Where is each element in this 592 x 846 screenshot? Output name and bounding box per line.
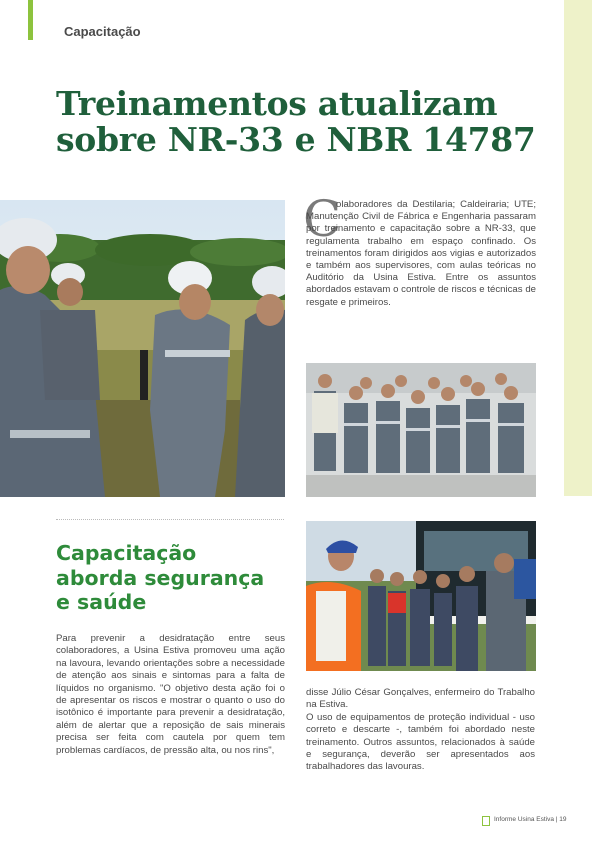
- intro-paragraph: olaboradores da Destilaria; Caldeiraria; UTE; Manutenção Civil de Fábrica e Engenharia passaram por treinamento e capacitação sobre a NR-33, que regulamenta trabalho em espaço confinado. Os treinamentos foram dirigidos aos vigias e autorizados e também aos supervisores, com aulas teóricas no Auditório da Usina Estiva. Entre os assuntos abordados estavam o controle de riscos e técnicas de resgate e primeiros.: [306, 199, 536, 308]
- page-folio: Informe Usina Estiva | 19: [494, 816, 567, 823]
- section-marker-bar: [28, 0, 33, 40]
- section-label: Capacitação: [64, 24, 141, 39]
- subheading-line-1: Capacitação: [56, 541, 197, 565]
- article-body-right-column: [306, 687, 535, 774]
- article-subheading: [56, 541, 296, 615]
- field-training-photo: [0, 200, 285, 497]
- page-margin-accent: [564, 0, 592, 496]
- folio-marker: [482, 816, 490, 826]
- quote-attribution: disse Júlio César Gonçalves, enfermeiro do Trabalho na Estiva.: [306, 687, 535, 711]
- nurse-briefing-photo: [306, 521, 536, 671]
- ppe-paragraph: O uso de equipamentos de proteção individual - uso correto e descarte -, também foi abordado neste treinamento. Outros assuntos, relacionados à saúde e segurança, deverão ser apresentados aos trabalhadores das lavouras.: [306, 711, 535, 773]
- section-divider: [56, 519, 284, 520]
- article-body-left-column: Para prevenir a desidratação entre seus colaboradores, a Usina Estiva promoveu uma ação na lavoura, levando orientações sobre a necessidade de atenção aos sinais e sintomas para a falta de líquidos no organismo. "O objetivo desta ação foi o de apresentar os riscos e mostrar o quanto o uso do isotônico é importante para prevenir a desidratação, além de alertar que a reposição de sais minerais precisa ser feita com cautela por quem tem problemas cardíacos, de pressão alta, ou nos rins",: [56, 633, 285, 756]
- article-headline: [56, 86, 556, 158]
- headline-line-2: sobre NR-33 e NBR 14787: [56, 120, 536, 159]
- drop-cap: C: [303, 190, 342, 248]
- subheading-line-3: e saúde: [56, 590, 147, 614]
- subheading-line-2: aborda segurança: [56, 565, 265, 590]
- group-photo: [306, 363, 536, 497]
- headline-line-1: Treinamentos atualizam: [56, 84, 498, 123]
